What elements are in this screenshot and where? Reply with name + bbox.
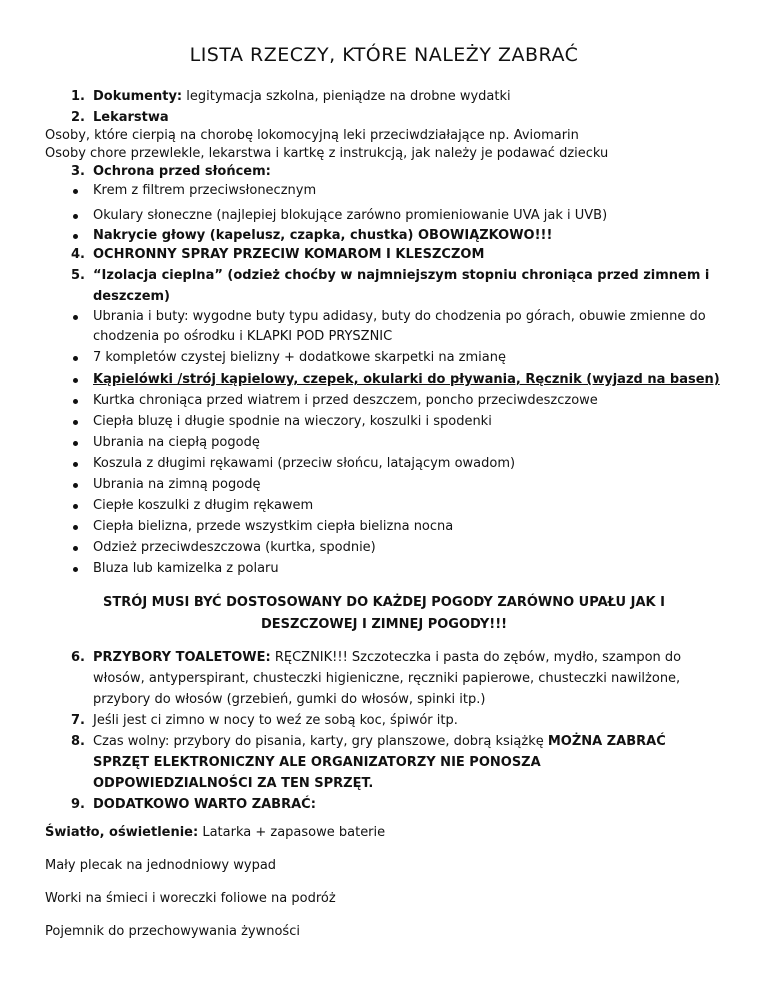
list-item: Odzież przeciwdeszczowa (kurtka, spodnie) — [93, 540, 376, 555]
toiletries-line-2: włosów, antyperspirant, chusteczki higieniczne, ręczniki papierowe, chusteczki nawilżone, — [93, 671, 681, 686]
list-item: Ciepłe koszulki z długim rękawem — [93, 498, 314, 513]
extra-item: Mały plecak na jednodniowy wypad — [45, 858, 277, 873]
bullet-icon — [73, 214, 78, 219]
bullet-icon — [73, 567, 78, 572]
section-text: Czas wolny: przybory do pisania, karty, gry planszowe, dobrą książkę — [93, 734, 548, 749]
section-label: Dokumenty: — [93, 89, 183, 104]
bullet-icon — [73, 546, 78, 551]
weather-notice-line-1: STRÓJ MUSI BYĆ DOSTOSOWANY DO KAŻDEJ POGODY ZARÓWNO UPAŁU JAK I — [103, 595, 665, 610]
list-item: Krem z filtrem przeciwsłonecznym — [93, 183, 317, 198]
section-free-time — [93, 732, 666, 751]
list-item: Ubrania na ciepłą pogodę — [93, 435, 260, 450]
item-number-6: 6. — [71, 650, 85, 665]
item-number-2: 2. — [71, 110, 85, 125]
section-text: RĘCZNIK!!! Szczoteczka i pasta do zębów, mydło, szampon do — [270, 650, 682, 665]
extra-light-text: Latarka + zapasowe baterie — [198, 825, 386, 840]
section-blanket: Jeśli jest ci zimno w nocy to weź ze sobą koc, śpiwór itp. — [93, 713, 458, 728]
list-item: Kurtka chroniąca przed wiatrem i przed deszczem, poncho przeciwdeszczowe — [93, 393, 598, 408]
list-item: Kąpielówki /strój kąpielowy, czepek, okularki do pływania, Ręcznik (wyjazd na basen) — [93, 372, 720, 387]
medicines-line-2: Osoby chore przewlekle, lekarstwa i kartkę z instrukcją, jak należy je podawać dziecku — [45, 146, 609, 161]
list-item: Nakrycie głowy (kapelusz, czapka, chustka) OBOWIĄZKOWO!!! — [93, 228, 553, 243]
free-time-line-3: ODPOWIEDZIALNOŚCI ZA TEN SPRZĘT. — [93, 776, 374, 791]
bullet-icon — [73, 504, 78, 509]
section-documents — [93, 87, 511, 106]
section-extra-label: DODATKOWO WARTO ZABRAĆ: — [93, 797, 316, 812]
bullet-icon — [73, 378, 78, 383]
bullet-icon — [73, 462, 78, 467]
toiletries-line-3: przybory do włosów (grzebień, gumki do włosów, spinki itp.) — [93, 692, 486, 707]
bullet-icon — [73, 525, 78, 530]
bullet-icon — [73, 315, 78, 320]
section-label: PRZYBORY TOALETOWE: — [93, 650, 271, 665]
bullet-icon — [73, 441, 78, 446]
section-spray-label: OCHRONNY SPRAY PRZECIW KOMAROM I KLESZCZOM — [93, 247, 485, 262]
list-item: Bluza lub kamizelka z polaru — [93, 561, 279, 576]
bullet-icon — [73, 356, 78, 361]
extra-light-label: Światło, oświetlenie: — [45, 825, 199, 840]
bullet-icon — [73, 189, 78, 194]
section-toiletries — [93, 648, 681, 667]
free-time-line-2: SPRZĘT ELEKTRONICZNY ALE ORGANIZATORZY NIE PONOSZA — [93, 755, 541, 770]
section-insulation-label-2: deszczem) — [93, 289, 171, 304]
list-item: Ciepła bluzę i długie spodnie na wieczory, koszulki i spodenki — [93, 414, 492, 429]
section-sun-protection-label: Ochrona przed słońcem: — [93, 164, 271, 179]
extra-item: Pojemnik do przechowywania żywności — [45, 924, 300, 939]
section-medicines-label: Lekarstwa — [93, 110, 169, 125]
section-insulation-label-1: “Izolacja cieplna” (odzież choćby w najmniejszym stopniu chroniąca przed zimnem i — [93, 268, 710, 283]
item-number-5: 5. — [71, 268, 85, 283]
item-number-9: 9. — [71, 797, 85, 812]
item-number-4: 4. — [71, 247, 85, 262]
bullet-icon — [73, 399, 78, 404]
list-item: Ciepła bielizna, przede wszystkim ciepła bielizna nocna — [93, 519, 454, 534]
item-number-7: 7. — [71, 713, 85, 728]
bullet-icon — [73, 483, 78, 488]
item-number-8: 8. — [71, 734, 85, 749]
extra-item: Worki na śmieci i woreczki foliowe na podróż — [45, 891, 336, 906]
bullet-icon — [73, 234, 78, 239]
list-item: 7 kompletów czystej bielizny + dodatkowe skarpetki na zmianę — [93, 350, 506, 365]
weather-notice-line-2: DESZCZOWEJ I ZIMNEJ POGODY!!! — [260, 617, 508, 632]
medicines-line-1: Osoby, które cierpią na chorobę lokomocyjną leki przeciwdziałające np. Aviomarin — [45, 128, 579, 143]
section-text: legitymacja szkolna, pieniądze na drobne wydatki — [182, 89, 511, 104]
item-number-1: 1. — [71, 89, 85, 104]
list-item: Ubrania na zimną pogodę — [93, 477, 261, 492]
list-item: Okulary słoneczne (najlepiej blokujące zarówno promieniowanie UVA jak i UVB) — [93, 208, 608, 223]
item-number-3: 3. — [71, 164, 85, 179]
bullet-icon — [73, 420, 78, 425]
list-item: Ubrania i buty: wygodne buty typu adidasy, buty do chodzenia po górach, obuwie zmienne do — [93, 309, 706, 324]
list-item-continuation: chodzenia po ośrodku i KLAPKI POD PRYSZNIC — [93, 329, 393, 344]
list-item: Koszula z długimi rękawami (przeciw słońcu, latającym owadom) — [93, 456, 516, 471]
section-bold-text: MOŻNA ZABRAĆ — [547, 734, 666, 749]
extra-light — [45, 823, 385, 842]
page-title: LISTA RZECZY, KTÓRE NALEŻY ZABRAĆ — [189, 44, 579, 66]
